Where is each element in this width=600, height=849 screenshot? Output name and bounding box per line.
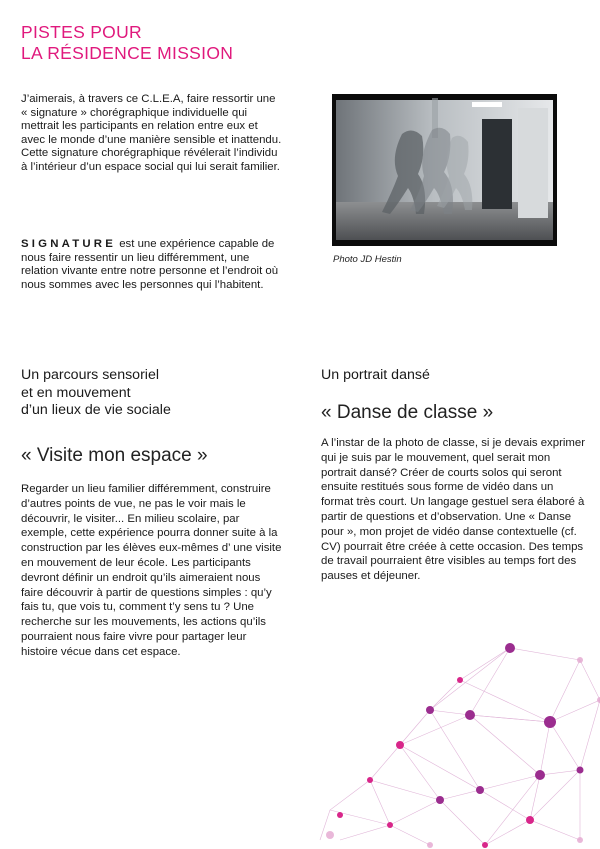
title-line-1: PISTES POUR	[21, 22, 142, 42]
title-line-2: LA RÉSIDENCE MISSION	[21, 43, 234, 63]
left-heading-line-1: Un parcours sensoriel	[21, 367, 159, 383]
left-section-heading	[21, 367, 281, 420]
right-section-subtitle: « Danse de classe »	[321, 402, 494, 423]
left-heading-line-3: d’un lieux de vie sociale	[21, 402, 171, 418]
dance-photo	[332, 94, 557, 246]
right-heading-text: Un portrait dansé	[321, 367, 430, 383]
decorative-network-graphic	[310, 640, 600, 849]
signature-word: SIGNATURE	[21, 238, 117, 250]
photo-credit: Photo JD Hestin	[333, 254, 402, 265]
left-section-subtitle: « Visite mon espace »	[21, 445, 208, 466]
intro-paragraph: J’aimerais, à travers ce C.L.E.A, faire ressortir une « signature » chorégraphique individuelle qui mettrait les participants en relation entre eux et avec le monde d’une manière sensible et inattendu. Cette signature chorégraphique révélerait l’individu à l’intérieur d’un espace social qui lui serait familier.	[21, 93, 282, 173]
signature-text: est une expérience capable de nous faire ressentir un lieu différemment, une relation vivante entre notre personne et l’endroit où nous sommes avec les personnes qui l’habitent.	[21, 238, 279, 291]
right-section-body: A l’instar de la photo de classe, si je devais exprimer qui je suis par le mouvement, quel serait mon portrait dansé? Créer de courts solos qui seront ensuite restitués sous forme de vidéo dans un format très court. Un langage gestuel sera élaboré à partir de questions et d’observation. Une « Danse pour », mon projet de vidéo danse contextuelle (cf. CV) pourrait être créée à cette occasion. Des temps de travail pourraient être visibles au temps fort des pauses et déjeuner.	[321, 437, 586, 583]
right-section-heading	[321, 367, 581, 385]
page-title	[21, 22, 341, 64]
left-section-body: Regarder un lieu familier différemment, construire d’autres points de vue, ne pas le voir mais le découvrir, le visiter... En milieu scolaire, par exemple, cette expérience pourra donner suite à la construction par les élèves eux-mêmes d’ une visite en mouvement de leur école. Les participants devront définir un endroit qu’ils aimeraient nous faire découvrir à partir de questions simples : qu’y fais tu, que vois tu, comment t’y sens tu ? Une recherche sur les mouvements, les actions qu’ils pourraient nous faire vivre pour partager leur histoire vécue dans cet espace.	[21, 483, 282, 658]
left-heading-line-2: et en mouvement	[21, 384, 131, 401]
signature-paragraph	[21, 238, 283, 292]
